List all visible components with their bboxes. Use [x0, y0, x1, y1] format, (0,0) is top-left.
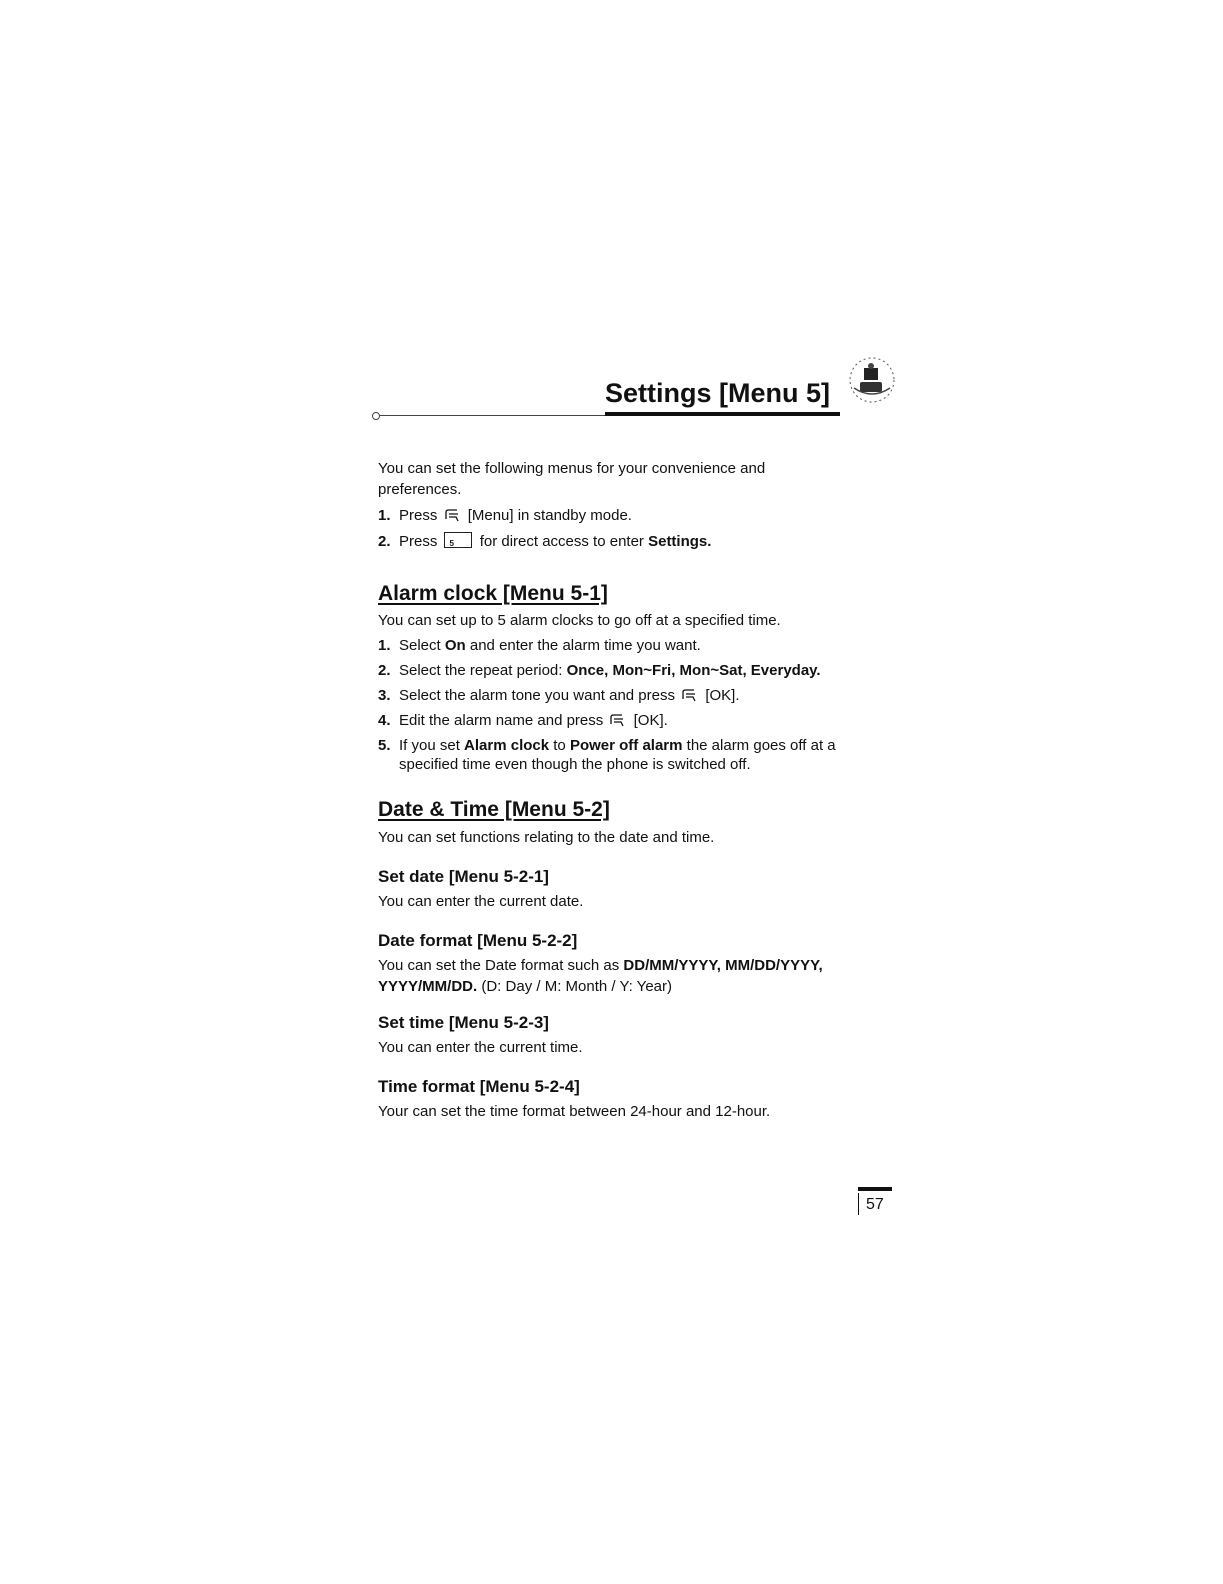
- header-rule: [376, 415, 616, 416]
- step-text: Press: [399, 533, 438, 550]
- text-segment-bold: DD/MM/YYYY, MM/DD/YYYY, YYYY/MM/DD.: [378, 957, 823, 995]
- subsection-heading: Date format [Menu 5-2-2]: [378, 931, 578, 950]
- step-number: 1.: [378, 507, 391, 524]
- list-item: [378, 686, 878, 706]
- page-content: [378, 458, 878, 1122]
- subsection-text: [378, 955, 868, 997]
- softkey-icon: [681, 687, 697, 703]
- step-text-bold: Alarm clock: [464, 737, 550, 754]
- step-text-bold: On: [444, 637, 466, 654]
- softkey-icon: [609, 712, 625, 728]
- page-number-rule: [858, 1193, 859, 1215]
- step-text-bold: Settings.: [648, 533, 712, 550]
- step-number: 4.: [378, 712, 391, 729]
- page-number-bar: [858, 1187, 892, 1191]
- step-number: 5.: [378, 737, 391, 754]
- page-number: 57: [866, 1196, 884, 1213]
- subsection-heading: Set time [Menu 5-2-3]: [378, 1013, 549, 1032]
- list-item: [378, 506, 878, 526]
- step-text: and enter the alarm time you want.: [465, 637, 701, 654]
- step-text-bold: Power off alarm: [569, 737, 683, 754]
- settings-figure-icon: [842, 354, 898, 406]
- step-number: 3.: [378, 687, 391, 704]
- number-key-icon: [444, 532, 472, 548]
- list-item: [378, 711, 878, 731]
- step-text: Select the alarm tone you want and press: [399, 687, 675, 704]
- header-rule-dot: [372, 412, 380, 420]
- softkey-icon: [444, 507, 460, 523]
- intro-text: You can set the following menus for your convenience and preferences.: [378, 460, 766, 498]
- subsection-text: Your can set the time format between 24-hour and 12-hour.: [378, 1103, 771, 1120]
- header-rule-thick: [605, 412, 840, 416]
- step-text: the alarm goes off at a specified time even though the phone is switched off.: [399, 737, 836, 773]
- section-text: You can set functions relating to the date and time.: [378, 829, 715, 846]
- step-text: Edit the alarm name and press: [399, 712, 604, 729]
- section-text: You can set up to 5 alarm clocks to go off at a specified time.: [378, 612, 781, 629]
- key-label: 5: [449, 539, 454, 548]
- step-number: 1.: [378, 637, 391, 654]
- subsection-heading: Time format [Menu 5-2-4]: [378, 1077, 580, 1096]
- step-text-bold: Once, Mon~Fri, Mon~Sat, Everyday.: [566, 662, 821, 679]
- list-item: [378, 532, 878, 552]
- subsection-text: You can enter the current time.: [378, 1039, 583, 1056]
- subsection-heading: Set date [Menu 5-2-1]: [378, 867, 549, 886]
- text-segment: (D: Day / M: Month / Y: Year): [477, 978, 672, 995]
- list-item: [378, 636, 878, 656]
- step-text: Press: [399, 507, 438, 524]
- subsection-text: You can enter the current date.: [378, 893, 584, 910]
- step-text: Select: [399, 637, 445, 654]
- step-number: 2.: [378, 533, 391, 550]
- list-item: [378, 661, 889, 681]
- step-text: for direct access to enter: [479, 533, 649, 550]
- section-heading: Alarm clock [Menu 5-1]: [378, 582, 608, 605]
- text-segment: You can set the Date format such as: [378, 957, 624, 974]
- step-number: 2.: [378, 662, 391, 679]
- page-title: Settings [Menu 5]: [604, 378, 830, 408]
- step-text: to: [549, 737, 570, 754]
- list-item: [378, 736, 869, 774]
- step-text: [OK].: [705, 687, 740, 704]
- step-text: [Menu] in standby mode.: [467, 507, 632, 524]
- step-text: If you set: [399, 737, 465, 754]
- step-text: [OK].: [633, 712, 668, 729]
- step-text: Select the repeat period:: [399, 662, 567, 679]
- section-heading: Date & Time [Menu 5-2]: [378, 798, 610, 821]
